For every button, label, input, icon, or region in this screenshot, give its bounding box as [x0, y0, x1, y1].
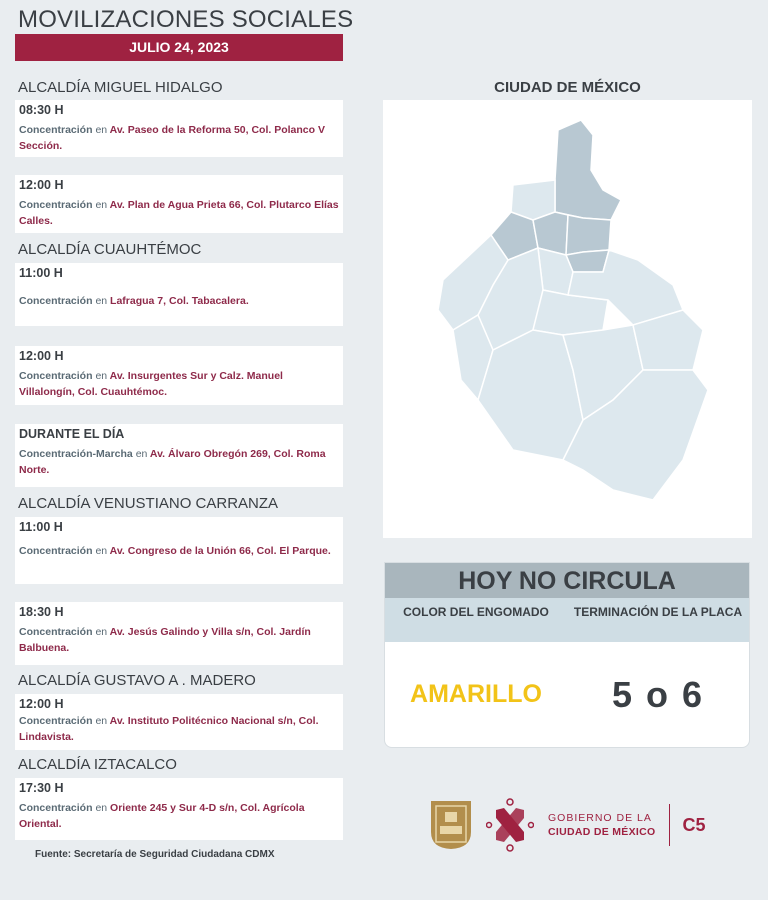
- event-kind: Concentración: [19, 370, 93, 382]
- event-card: [15, 346, 343, 405]
- event-time: 12:00 H: [19, 697, 64, 711]
- alcaldia-heading: ALCALDÍA MIGUEL HIDALGO: [18, 79, 223, 96]
- event-time: 11:00 H: [19, 520, 63, 534]
- hnc-title: HOY NO CIRCULA: [385, 563, 749, 598]
- en-word: en: [95, 715, 108, 727]
- event-address: Av. Plan de Agua Prieta 66, Col. Plutarco Elías Calles.: [19, 199, 339, 227]
- gobierno-cdmx-emblem-icon: [486, 798, 534, 852]
- district-vc: [566, 215, 611, 255]
- source-note: Fuente: Secretaría de Seguridad Ciudadana CDMX: [35, 849, 275, 860]
- cdmx-shield-icon: [430, 800, 472, 850]
- alcaldia-heading: ALCALDÍA GUSTAVO A . MADERO: [18, 672, 256, 689]
- event-address: Av. Insurgentes Sur y Calz. Manuel Villalongín, Col. Cuauhtémoc.: [19, 370, 283, 398]
- alcaldia-heading: ALCALDÍA VENUSTIANO CARRANZA: [18, 495, 279, 512]
- en-word: en: [95, 545, 108, 557]
- page-title: MOVILIZACIONES SOCIALES: [18, 6, 354, 33]
- en-word: en: [95, 295, 108, 307]
- event-card: [15, 175, 343, 233]
- event-time: 12:00 H: [19, 178, 64, 192]
- hnc-col-plate-header: TERMINACIÓN DE LA PLACA: [573, 605, 743, 619]
- map-svg: [383, 100, 752, 538]
- event-time: 08:30 H: [19, 103, 64, 117]
- en-word: en: [95, 802, 108, 814]
- event-address: Oriente 245 y Sur 4-D s/n, Col. Agrícola Oriental.: [19, 802, 305, 830]
- event-kind: Concentración-Marcha: [19, 448, 133, 460]
- event-time: 18:30 H: [19, 605, 64, 619]
- hnc-color-value: AMARILLO: [410, 680, 542, 708]
- event-address: Av. Congreso de la Unión 66, Col. El Parque.: [109, 545, 331, 557]
- event-address: Lafragua 7, Col. Tabacalera.: [110, 295, 249, 307]
- alcaldia-heading: ALCALDÍA IZTACALCO: [18, 756, 177, 773]
- event-address: Av. Paseo de la Reforma 50, Col. Polanco V Sección.: [19, 124, 325, 152]
- footer-logos: [430, 798, 706, 852]
- event-kind: Concentración: [19, 124, 93, 136]
- gobierno-line2: CIUDAD DE MÉXICO: [548, 826, 656, 838]
- event-kind: Concentración: [19, 626, 93, 638]
- event-time: 12:00 H: [19, 349, 64, 363]
- district-gam: [555, 120, 621, 220]
- en-word: en: [95, 370, 108, 382]
- en-word: en: [95, 199, 108, 211]
- event-kind: Concentración: [19, 802, 93, 814]
- date-banner: JULIO 24, 2023: [15, 34, 343, 61]
- event-card: [15, 778, 343, 840]
- c5-logo: C5: [669, 804, 705, 846]
- map-title: CIUDAD DE MÉXICO: [494, 79, 641, 96]
- hoy-no-circula-panel: [384, 562, 750, 748]
- event-address: Av. Instituto Politécnico Nacional s/n, Col. Lindavista.: [19, 715, 319, 743]
- event-kind: Concentración: [19, 199, 93, 211]
- event-card: [15, 602, 343, 665]
- event-card: [15, 424, 343, 487]
- event-time: 17:30 H: [19, 781, 64, 795]
- event-card: [15, 517, 343, 584]
- en-word: en: [135, 448, 148, 460]
- alcaldia-heading: ALCALDÍA CUAUHTÉMOC: [18, 241, 202, 258]
- event-time: 11:00 H: [19, 266, 63, 280]
- hnc-col-color-header: COLOR DEL ENGOMADO: [403, 605, 549, 619]
- en-word: en: [95, 124, 108, 136]
- en-word: en: [95, 626, 108, 638]
- event-card: [15, 100, 343, 157]
- hnc-plate-value: 5 o 6: [611, 673, 705, 715]
- event-kind: Concentración: [19, 715, 93, 727]
- event-address: Av. Jesús Galindo y Villa s/n, Col. Jardín Balbuena.: [19, 626, 311, 654]
- gobierno-line1: GOBIERNO DE LA: [548, 812, 652, 824]
- event-time: DURANTE EL DÍA: [19, 427, 125, 441]
- event-address: Av. Álvaro Obregón 269, Col. Roma Norte.: [19, 448, 326, 476]
- event-card: [15, 263, 343, 326]
- event-kind: Concentración: [19, 545, 93, 557]
- event-card: [15, 694, 343, 750]
- cdmx-map: [383, 100, 752, 538]
- event-kind: Concentración: [19, 295, 93, 307]
